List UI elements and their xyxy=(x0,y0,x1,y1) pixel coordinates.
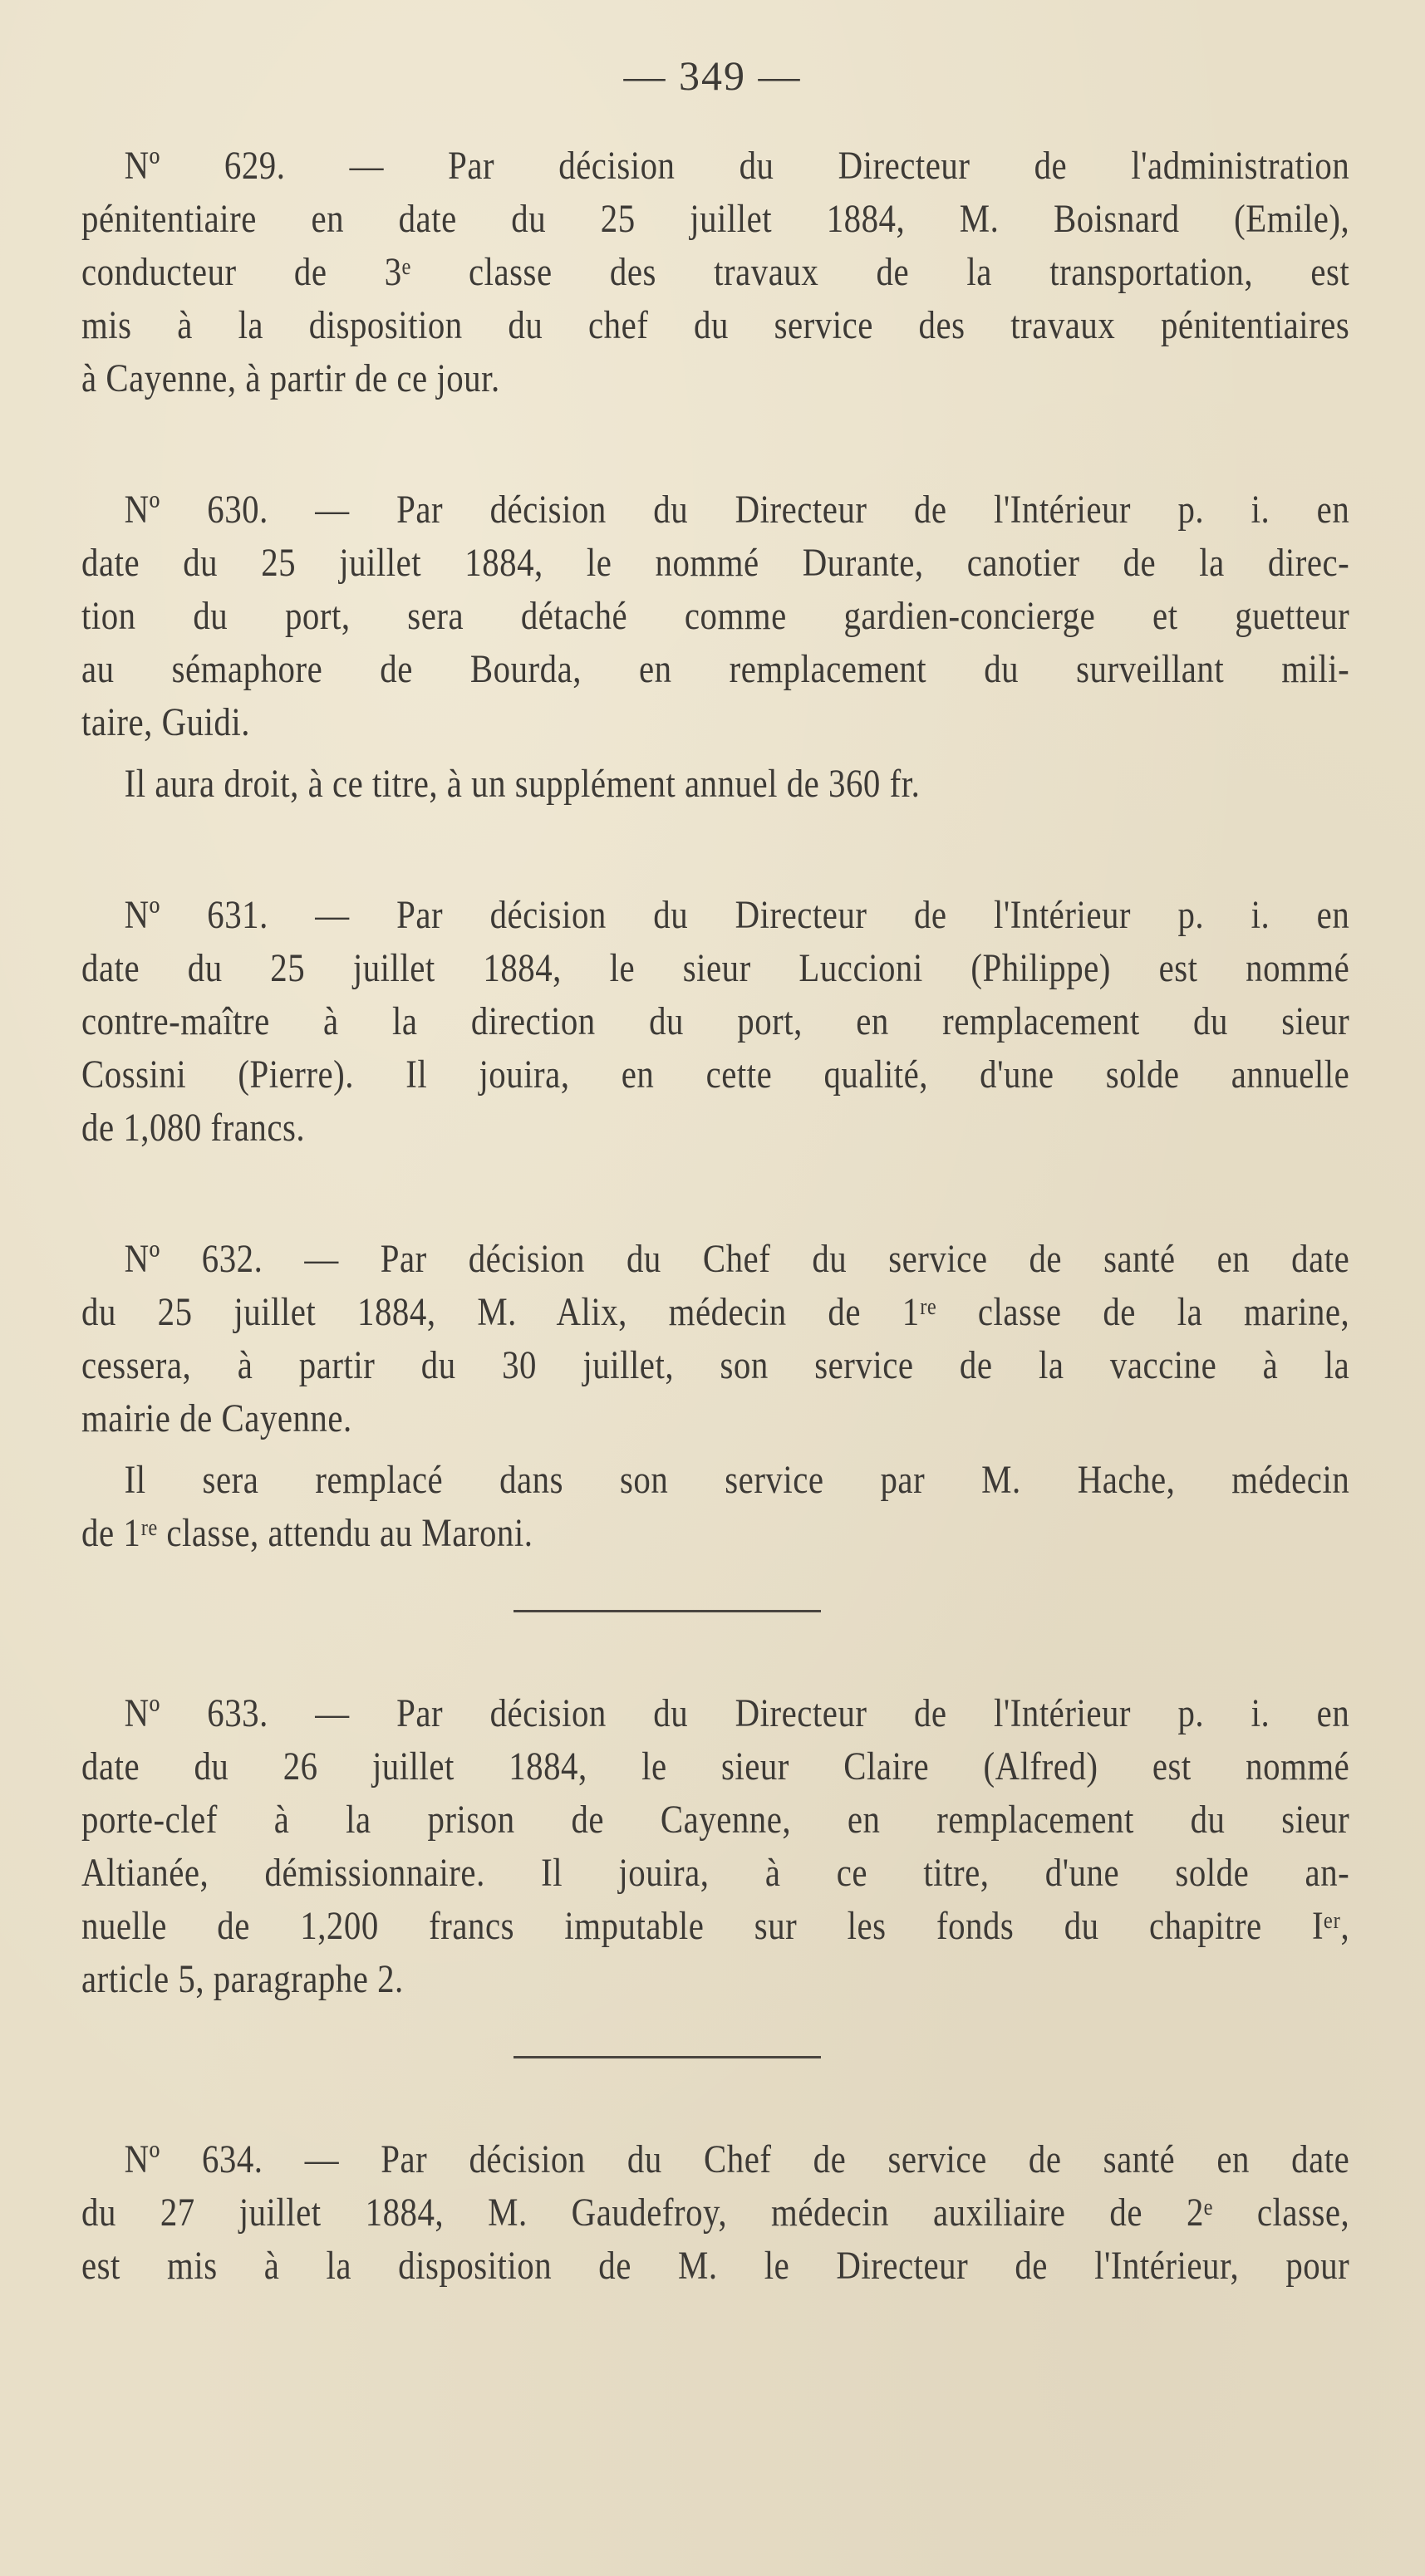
entry-634 xyxy=(81,2133,1349,2293)
text-line: Altianée, démissionnaire. Il jouira, à ce titre, d'une solde an- xyxy=(81,1852,1350,1895)
text-line: pénitentiaire en date du 25 juillet 1884, M. Boisnard (Emile), xyxy=(81,198,1350,241)
spacer xyxy=(81,459,1349,483)
document-body xyxy=(81,140,1349,2293)
entry-632 xyxy=(81,1233,1349,1560)
text-line: au sémaphore de Bourda, en remplacement du surveillant mili- xyxy=(81,648,1350,691)
spacer xyxy=(81,405,1349,459)
text-line: Nº 633. — Par décision du Directeur de l'Intérieur p. i. en xyxy=(124,1692,1350,1735)
spacer xyxy=(81,1208,1349,1233)
page-number: — 349 — xyxy=(623,52,802,99)
text-line: article 5, paragraphe 2. xyxy=(81,1958,404,2001)
text-line: Nº 634. — Par décision du Chef de service de santé en date xyxy=(124,2138,1350,2181)
text-line: du 27 juillet 1884, M. Gaudefroy, médecin auxiliaire de 2ᵉ classe, xyxy=(81,2191,1350,2235)
text-line: Il aura droit, à ce titre, à un supplément annuel de 360 fr. xyxy=(124,763,921,806)
entry-633 xyxy=(81,1687,1349,2006)
text-line: est mis à la disposition de M. le Directeur de l'Intérieur, pour xyxy=(81,2245,1350,2288)
entry-631 xyxy=(81,889,1349,1155)
text-line: cessera, à partir du 30 juillet, son service de la vaccine à la xyxy=(81,1344,1350,1387)
spacer xyxy=(81,811,1349,864)
text-line: nuelle de 1,200 francs imputable sur les fonds du chapitre Iᵉʳ, xyxy=(81,1905,1350,1948)
section-divider xyxy=(513,1610,821,1612)
text-line: Nº 629. — Par décision du Directeur de l'administration xyxy=(124,145,1350,188)
text-line: du 25 juillet 1884, M. Alix, médecin de 1ʳᵉ classe de la marine, xyxy=(81,1291,1350,1334)
text-line: date du 26 juillet 1884, le sieur Claire (Alfred) est nommé xyxy=(81,1745,1350,1788)
text-line: mis à la disposition du chef du service des travaux pénitentiaires xyxy=(81,304,1350,347)
text-line: Cossini (Pierre). Il jouira, en cette qualité, d'une solde annuelle xyxy=(81,1053,1350,1097)
text-line: taire, Guidi. xyxy=(81,701,250,744)
text-line: tion du port, sera détaché comme gardien-concierge et guetteur xyxy=(81,595,1350,638)
text-line: contre-maître à la direction du port, en remplacement du sieur xyxy=(81,1000,1350,1043)
text-line: mairie de Cayenne. xyxy=(81,1397,352,1440)
text-line: de 1,080 francs. xyxy=(81,1106,306,1150)
text-line: de 1ʳᵉ classe, attendu au Maroni. xyxy=(81,1512,533,1555)
spacer xyxy=(81,864,1349,889)
text-line: Il sera remplacé dans son service par M. Hache, médecin xyxy=(124,1459,1350,1502)
text-line: conducteur de 3ᵉ classe des travaux de la transportation, est xyxy=(81,251,1350,294)
text-line: Nº 630. — Par décision du Directeur de l'Intérieur p. i. en xyxy=(124,488,1350,532)
section-divider xyxy=(513,2056,821,2058)
text-line: à Cayenne, à partir de ce jour. xyxy=(81,357,500,400)
text-line: date du 25 juillet 1884, le sieur Luccioni (Philippe) est nommé xyxy=(81,947,1350,990)
entry-629 xyxy=(81,140,1349,405)
text-line: date du 25 juillet 1884, le nommé Durante, canotier de la direc- xyxy=(81,542,1350,585)
text-line: Nº 632. — Par décision du Chef du service de santé en date xyxy=(124,1238,1350,1281)
entry-630 xyxy=(81,483,1349,811)
spacer xyxy=(81,1155,1349,1208)
text-line: porte-clef à la prison de Cayenne, en remplacement du sieur xyxy=(81,1798,1350,1842)
text-line: Nº 631. — Par décision du Directeur de l'Intérieur p. i. en xyxy=(124,894,1350,937)
